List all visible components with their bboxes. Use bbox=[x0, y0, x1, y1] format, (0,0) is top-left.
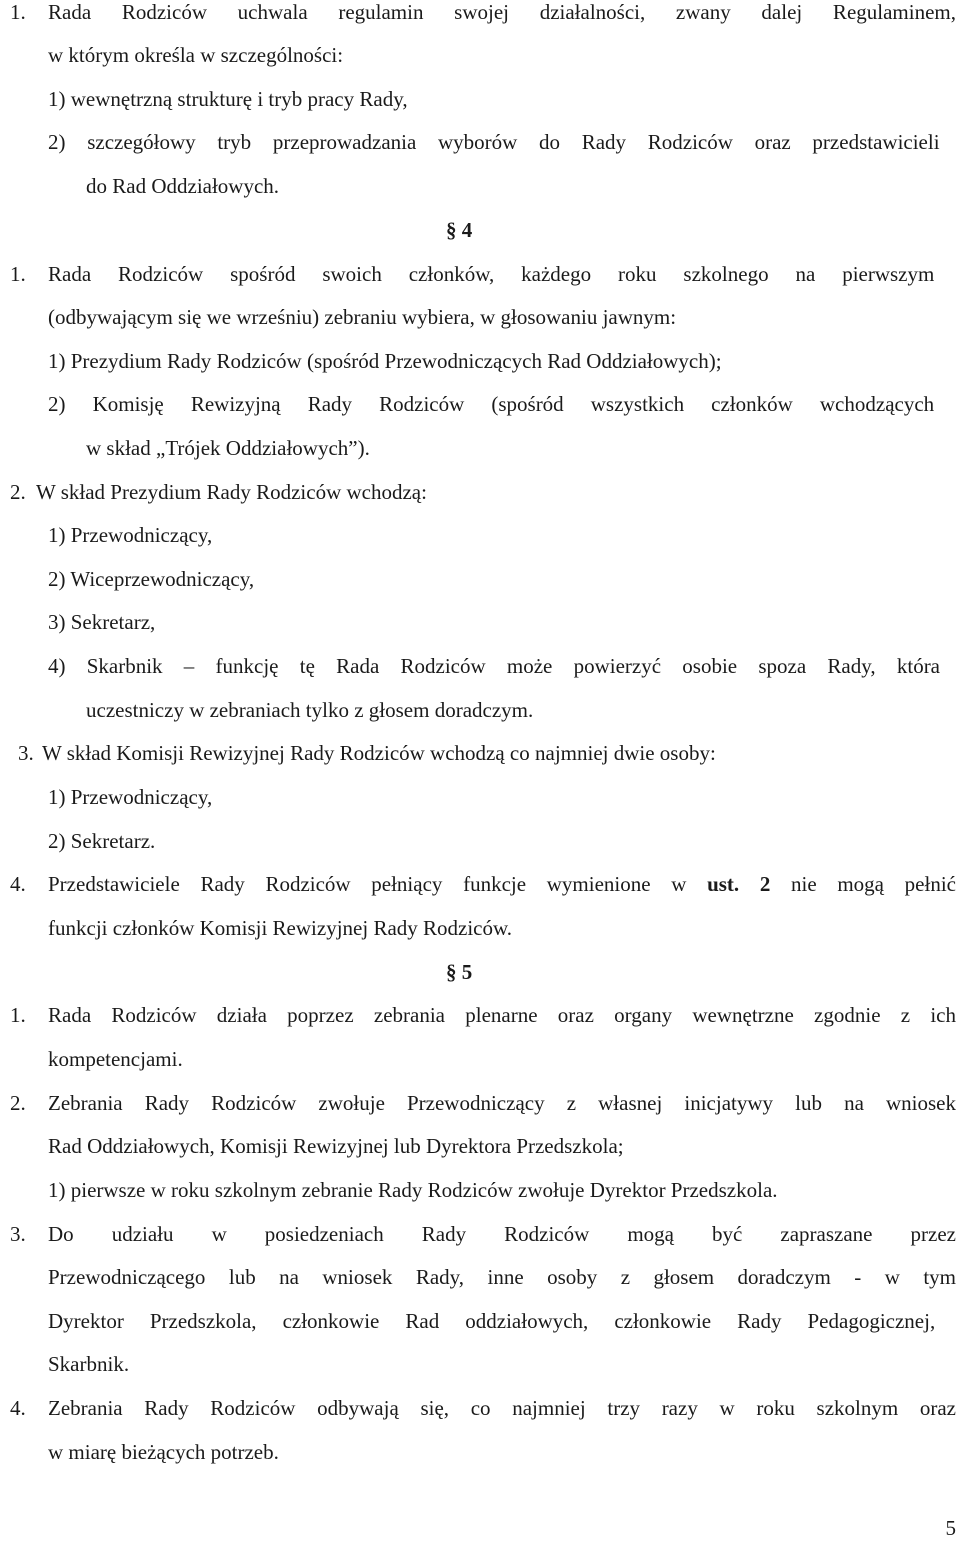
paragraph-line bbox=[48, 872, 956, 896]
list-item-continuation: w skład „Trójek Oddziałowych”). bbox=[86, 436, 370, 460]
list-item: 1) Przewodniczący, bbox=[48, 523, 213, 547]
paragraph-line: Rada Rodziców spośród swoich członków, każdego roku szkolnego na pierwszym bbox=[48, 262, 935, 286]
paragraph-text: Przedstawiciele Rady Rodziców pełniący funkcje wymienione w bbox=[48, 872, 708, 896]
list-item-continuation: uczestniczy w zebraniach tylko z głosem doradczym. bbox=[86, 698, 534, 722]
item-number: 2. bbox=[10, 480, 26, 504]
section-heading: § 4 bbox=[446, 218, 473, 242]
paragraph-line: Przewodniczącego lub na wniosek Rady, inne osoby z głosem doradczym - w tym bbox=[48, 1265, 956, 1289]
paragraph-line: w miarę bieżących potrzeb. bbox=[48, 1440, 279, 1464]
paragraph-line: Rada Rodziców działa poprzez zebrania plenarne oraz organy wewnętrzne zgodnie z ich bbox=[48, 1003, 956, 1027]
list-item: 2) szczegółowy tryb przeprowadzania wyborów do Rady Rodziców oraz przedstawicieli bbox=[48, 130, 940, 154]
item-number: 3. bbox=[18, 741, 34, 765]
paragraph-line: Zebrania Rady Rodziców zwołuje Przewodniczący z własnej inicjatywy lub na wniosek bbox=[48, 1091, 956, 1115]
paragraph-line: Do udziału w posiedzeniach Rady Rodziców mogą być zapraszane przez bbox=[48, 1222, 956, 1246]
item-number: 3. bbox=[10, 1222, 26, 1246]
list-item: 2) Wiceprzewodniczący, bbox=[48, 567, 255, 591]
list-item: 3) Sekretarz, bbox=[48, 610, 156, 634]
page-number: 5 bbox=[945, 1516, 956, 1540]
paragraph-line: (odbywającym się we wrześniu) zebraniu wybiera, w głosowaniu jawnym: bbox=[48, 305, 677, 329]
paragraph-line: funkcji członków Komisji Rewizyjnej Rady Rodziców. bbox=[48, 916, 513, 940]
list-item: 1) pierwsze w roku szkolnym zebranie Rady Rodziców zwołuje Dyrektor Przedszkola. bbox=[48, 1178, 778, 1202]
item-number: 4. bbox=[10, 872, 26, 896]
item-number: 4. bbox=[10, 1396, 26, 1420]
item-number: 1. bbox=[10, 1003, 26, 1027]
paragraph-line: W skład Prezydium Rady Rodziców wchodzą: bbox=[36, 480, 427, 504]
item-number: 1. bbox=[10, 262, 26, 286]
section-heading: § 5 bbox=[446, 960, 473, 984]
paragraph-line: W skład Komisji Rewizyjnej Rady Rodziców wchodzą co najmniej dwie osoby: bbox=[42, 741, 716, 765]
list-item: 4) Skarbnik – funkcję tę Rada Rodziców może powierzyć osobie spoza Rady, która bbox=[48, 654, 941, 678]
list-item: 2) Sekretarz. bbox=[48, 829, 156, 853]
paragraph-line: Dyrektor Przedszkola, członkowie Rad oddziałowych, członkowie Rady Pedagogicznej, bbox=[48, 1309, 936, 1333]
paragraph-line: w którym określa w szczególności: bbox=[48, 43, 344, 67]
list-item: 2) Komisję Rewizyjną Rady Rodziców (spośród wszystkich członków wchodzących bbox=[48, 392, 935, 416]
paragraph-line: Zebrania Rady Rodziców odbywają się, co najmniej trzy razy w roku szkolnym oraz bbox=[48, 1396, 956, 1420]
paragraph-line: Rada Rodziców uchwala regulamin swojej działalności, zwany dalej Regulaminem, bbox=[48, 0, 956, 24]
item-number: 1. bbox=[10, 0, 26, 24]
list-item: 1) Prezydium Rady Rodziców (spośród Przewodniczących Rad Oddziałowych); bbox=[48, 349, 722, 373]
item-number: 2. bbox=[10, 1091, 26, 1115]
paragraph-line: Skarbnik. bbox=[48, 1352, 130, 1376]
list-item: 1) wewnętrzną strukturę i tryb pracy Rady, bbox=[48, 87, 408, 111]
paragraph-text: nie mogą pełnić bbox=[770, 872, 956, 896]
paragraph-line: Rad Oddziałowych, Komisji Rewizyjnej lub Dyrektora Przedszkola; bbox=[48, 1134, 624, 1158]
paragraph-line: kompetencjami. bbox=[48, 1047, 183, 1071]
list-item-continuation: do Rad Oddziałowych. bbox=[86, 174, 280, 198]
list-item: 1) Przewodniczący, bbox=[48, 785, 213, 809]
reference-bold: ust. 2 bbox=[707, 872, 771, 896]
